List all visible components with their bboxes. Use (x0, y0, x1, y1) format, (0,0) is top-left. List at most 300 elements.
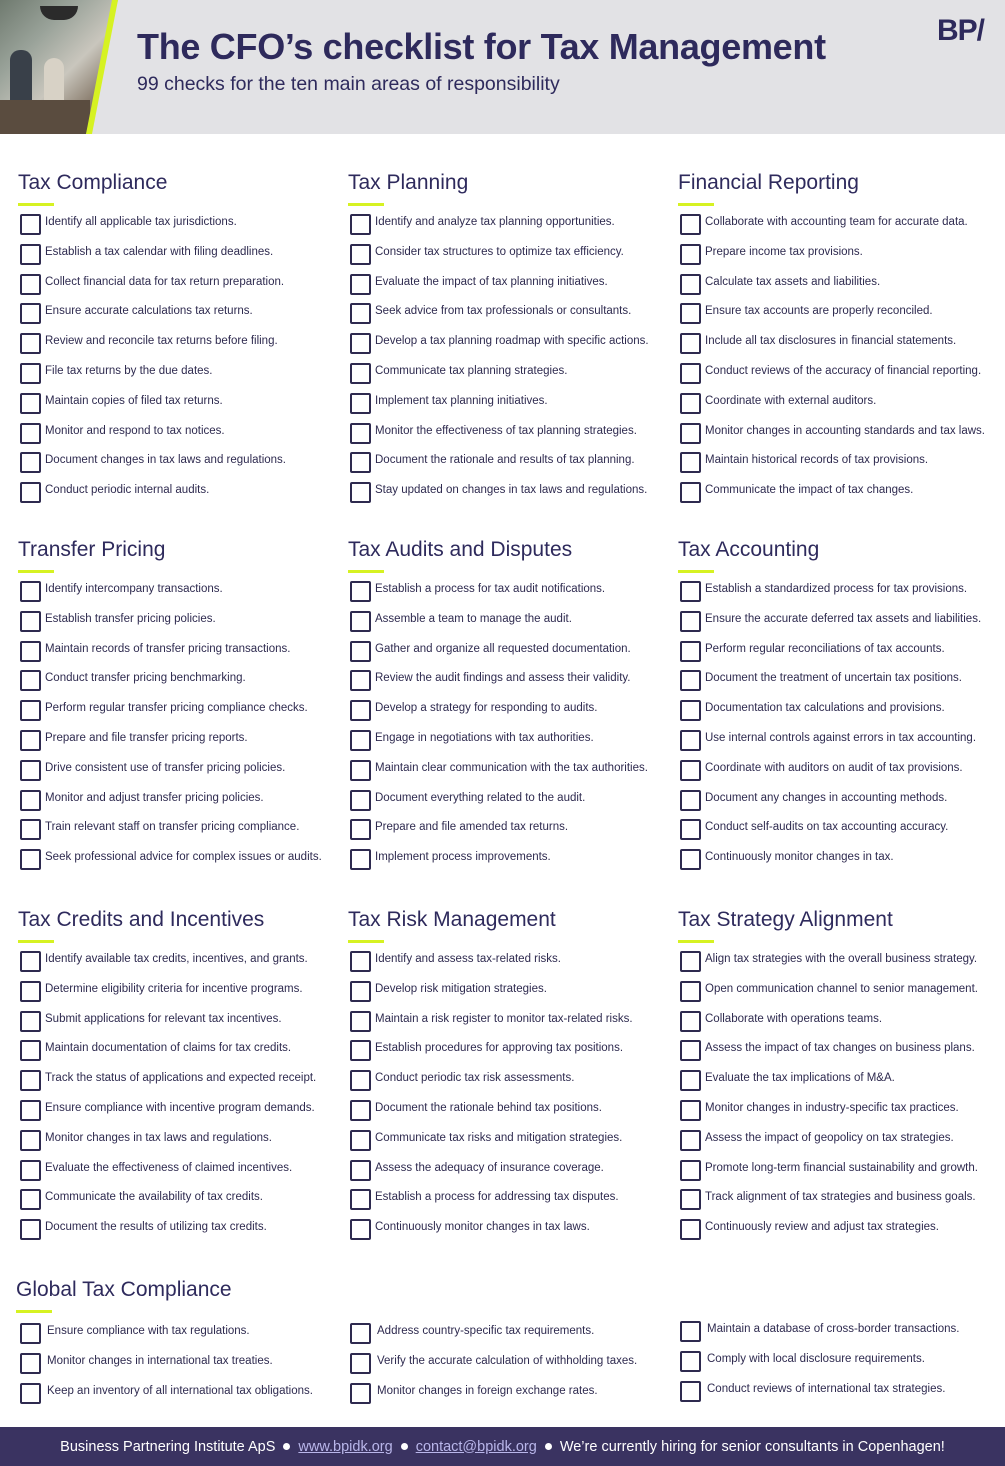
checklist-item-label: Document changes in tax laws and regulations. (45, 454, 287, 467)
checkbox[interactable] (20, 700, 41, 721)
checklist-item[interactable] (678, 641, 1005, 663)
checklist-item-label: Monitor changes in accounting standards and tax laws. (705, 424, 985, 437)
checklist-item-label: Establish a tax calendar with filing deadlines. (45, 245, 274, 258)
bullet-dot (545, 1443, 552, 1450)
checklist-item[interactable] (18, 700, 348, 722)
checklist-item[interactable] (18, 1323, 348, 1345)
checkbox[interactable] (20, 760, 41, 781)
checklist-item-label: Perform regular transfer pricing compliance checks. (45, 702, 308, 715)
checklist-section (18, 537, 348, 864)
checklist-item-label: Document the treatment of uncertain tax positions. (705, 672, 962, 685)
checklist-item-label: Assess the impact of geopolicy on tax strategies. (705, 1131, 954, 1144)
checkbox[interactable] (20, 981, 41, 1002)
checklist-item-label: Maintain historical records of tax provisions. (705, 454, 929, 467)
checklist-item[interactable] (18, 1219, 348, 1241)
checkbox[interactable] (680, 1189, 701, 1210)
checkbox[interactable] (20, 581, 41, 602)
checklist-item[interactable] (18, 1100, 348, 1122)
checklist-item[interactable] (678, 1189, 1005, 1211)
checklist-section (348, 170, 678, 497)
checklist-item[interactable] (18, 1353, 348, 1375)
checklist-item[interactable] (18, 611, 348, 633)
checklist-item[interactable] (18, 581, 348, 603)
checkbox[interactable] (20, 423, 41, 444)
checklist-item-label: Identify and assess tax-related risks. (375, 953, 561, 965)
checklist-item[interactable] (678, 611, 1005, 633)
checklist-item[interactable] (678, 452, 1005, 474)
checkbox[interactable] (350, 333, 371, 354)
checkbox[interactable] (350, 423, 371, 444)
checkbox[interactable] (20, 1323, 41, 1344)
checkbox[interactable] (350, 1353, 371, 1374)
checklist-item[interactable] (18, 363, 348, 385)
checklist-item-label: Seek professional advice for complex issues or audits. (45, 851, 322, 864)
checklist-item[interactable] (678, 1351, 1005, 1373)
checkbox[interactable] (20, 1070, 41, 1091)
checkbox[interactable] (20, 244, 41, 265)
checklist-item-label: Ensure tax accounts are properly reconciled. (705, 305, 933, 318)
checklist-item-label: Assess the adequacy of insurance coverage. (375, 1161, 604, 1174)
checklist-item[interactable] (348, 981, 678, 1003)
checklist-item[interactable] (678, 790, 1005, 812)
checklist-item-label: Ensure compliance with tax regulations. (47, 1325, 250, 1337)
checklist-item-label: Include all tax disclosures in financial statements. (705, 335, 957, 348)
checklist-item[interactable] (348, 303, 678, 325)
checklist-item-label: Comply with local disclosure requirements. (707, 1353, 925, 1365)
checklist-item-label: Collaborate with accounting team for accurate data. (705, 216, 968, 228)
checklist-item[interactable] (18, 393, 348, 415)
checkbox[interactable] (350, 452, 371, 473)
checklist-item[interactable] (678, 1321, 1005, 1343)
checkbox[interactable] (20, 1383, 41, 1404)
checklist-item[interactable] (678, 1100, 1005, 1122)
checkbox[interactable] (20, 1160, 41, 1181)
checklist-item[interactable] (348, 611, 678, 633)
checklist-item[interactable] (18, 1160, 348, 1182)
checklist-item-label: Identify intercompany transactions. (45, 583, 223, 595)
checklist-item[interactable] (348, 393, 678, 415)
checklist-item[interactable] (348, 423, 678, 445)
checklist-item[interactable] (18, 951, 348, 973)
checklist-item-label: Continuously monitor changes in tax laws. (375, 1221, 590, 1234)
checkbox[interactable] (680, 611, 701, 632)
checklist-item-label: Conduct reviews of international tax strategies. (707, 1383, 946, 1395)
checklist-item[interactable] (348, 1323, 678, 1345)
checkbox[interactable] (680, 393, 701, 414)
checklist-item[interactable] (348, 670, 678, 692)
checklist-item[interactable] (18, 641, 348, 663)
checklist-item[interactable] (678, 423, 1005, 445)
checkbox[interactable] (350, 790, 371, 811)
checklist-item[interactable] (348, 819, 678, 841)
checklist-item-label: Conduct transfer pricing benchmarking. (45, 672, 246, 685)
checkbox[interactable] (350, 760, 371, 781)
checkbox[interactable] (20, 1219, 41, 1240)
checkbox[interactable] (680, 1219, 701, 1240)
checkbox[interactable] (350, 1323, 371, 1344)
checkbox[interactable] (680, 1011, 701, 1032)
checkbox[interactable] (680, 274, 701, 295)
checklist-item-label: Maintain copies of filed tax returns. (45, 394, 223, 407)
checklist-item[interactable] (348, 1189, 678, 1211)
checkbox[interactable] (20, 333, 41, 354)
checklist-item[interactable] (678, 1011, 1005, 1033)
checklist-item[interactable] (348, 1160, 678, 1182)
checklist-item[interactable] (678, 303, 1005, 325)
checklist-item-label: Determine eligibility criteria for incentive programs. (45, 982, 303, 995)
checkbox[interactable] (350, 641, 371, 662)
checklist-item-label: Communicate tax risks and mitigation strategies. (375, 1131, 623, 1144)
checkbox[interactable] (20, 819, 41, 840)
checklist-item-label: Monitor the effectiveness of tax planning strategies. (375, 424, 637, 437)
checklist-item-label: Track alignment of tax strategies and business goals. (705, 1191, 976, 1204)
checklist-item[interactable] (678, 730, 1005, 752)
section-title: Tax Strategy Alignment (678, 908, 893, 931)
checklist-item[interactable] (348, 951, 678, 973)
checkbox[interactable] (350, 951, 371, 972)
checkbox[interactable] (350, 581, 371, 602)
checklist-item[interactable] (18, 849, 348, 871)
checklist-item[interactable] (348, 760, 678, 782)
checkbox[interactable] (350, 244, 371, 265)
checklist-section (678, 537, 1005, 864)
checklist-item[interactable] (678, 1130, 1005, 1152)
checkbox[interactable] (680, 849, 701, 870)
checklist-item[interactable] (678, 700, 1005, 722)
checkbox[interactable] (350, 1100, 371, 1121)
checkbox[interactable] (680, 951, 701, 972)
checkbox[interactable] (680, 581, 701, 602)
checklist-item[interactable] (348, 1070, 678, 1092)
checklist-item[interactable] (678, 482, 1005, 504)
section-underline (348, 203, 384, 206)
checklist-item[interactable] (678, 274, 1005, 296)
website-link[interactable]: www.bpidk.org (298, 1438, 393, 1455)
checklist-item-label: Perform regular reconciliations of tax accounts. (705, 642, 945, 655)
checkbox[interactable] (20, 730, 41, 751)
checklist-item[interactable] (678, 393, 1005, 415)
checklist-item[interactable] (678, 670, 1005, 692)
checklist-item-label: Consider tax structures to optimize tax efficiency. (375, 245, 624, 258)
checkbox[interactable] (680, 1160, 701, 1181)
checklist-item-label: Maintain a risk register to monitor tax-related risks. (375, 1012, 633, 1025)
checklist-item[interactable] (678, 1219, 1005, 1241)
checkbox[interactable] (350, 611, 371, 632)
checklist-item-label: Establish transfer pricing policies. (45, 612, 216, 625)
checklist-item-label: Collaborate with operations teams. (705, 1012, 883, 1025)
checkbox[interactable] (350, 482, 371, 503)
checklist-item[interactable] (348, 1040, 678, 1062)
checklist-item-label: Prepare and file transfer pricing reports. (45, 732, 248, 744)
checklist-item-label: Align tax strategies with the overall business strategy. (705, 953, 978, 965)
checklist-item[interactable] (18, 1130, 348, 1152)
checklist-item[interactable] (18, 730, 348, 752)
checklist-item-label: Monitor changes in international tax treaties. (47, 1355, 273, 1367)
checklist-item-label: Assess the impact of tax changes on business plans. (705, 1042, 975, 1055)
footer (0, 1427, 1005, 1466)
checklist-item-label: Review the audit findings and assess their validity. (375, 672, 631, 685)
checklist-item[interactable] (678, 819, 1005, 841)
checklist-item-label: Monitor changes in foreign exchange rates. (377, 1385, 598, 1397)
checklist-item[interactable] (18, 670, 348, 692)
checkbox[interactable] (680, 670, 701, 691)
checklist-item-label: Prepare and file amended tax returns. (375, 821, 569, 834)
checkbox[interactable] (20, 790, 41, 811)
checkbox[interactable] (20, 274, 41, 295)
footer-company: Business Partnering Institute ApS (60, 1438, 276, 1455)
checklist-item[interactable] (348, 452, 678, 474)
checkbox[interactable] (20, 1353, 41, 1374)
checklist-item[interactable] (18, 790, 348, 812)
section-underline (678, 940, 714, 943)
checklist-item[interactable] (678, 1040, 1005, 1062)
checklist-item[interactable] (18, 1189, 348, 1211)
checklist-item[interactable] (18, 482, 348, 504)
checklist-item-label: Submit applications for relevant tax incentives. (45, 1012, 282, 1025)
section-title: Tax Audits and Disputes (348, 538, 573, 561)
checklist-item[interactable] (678, 981, 1005, 1003)
checklist-item[interactable] (678, 214, 1005, 236)
section-underline (348, 570, 384, 573)
checklist-item[interactable] (348, 1219, 678, 1241)
checkbox[interactable] (350, 819, 371, 840)
checkbox[interactable] (20, 611, 41, 632)
checklist-item[interactable] (348, 333, 678, 355)
checkbox[interactable] (20, 1130, 41, 1151)
checkbox[interactable] (680, 1321, 701, 1342)
checkbox[interactable] (20, 1040, 41, 1061)
checkbox[interactable] (20, 452, 41, 473)
checkbox[interactable] (680, 333, 701, 354)
checkbox[interactable] (350, 274, 371, 295)
checklist-item-label: Conduct periodic internal audits. (45, 484, 210, 497)
checklist-item[interactable] (18, 819, 348, 841)
checklist-item-label: Maintain clear communication with the tax authorities. (375, 761, 648, 774)
section-title: Tax Risk Management (348, 908, 556, 931)
checklist-item-label: Communicate the availability of tax credits. (45, 1191, 263, 1204)
section-underline (18, 203, 54, 206)
section-underline (348, 940, 384, 943)
checkbox[interactable] (350, 1130, 371, 1151)
checkbox[interactable] (350, 730, 371, 751)
section-underline (678, 570, 714, 573)
checklist-item-label: Identify all applicable tax jurisdictions. (45, 216, 237, 228)
checklist-item-label: Review and reconcile tax returns before filing. (45, 335, 278, 348)
checklist-item[interactable] (348, 244, 678, 266)
checkbox[interactable] (20, 951, 41, 972)
checklist-item[interactable] (678, 363, 1005, 385)
checkbox[interactable] (680, 452, 701, 473)
checkbox[interactable] (20, 1011, 41, 1032)
checklist-item[interactable] (348, 214, 678, 236)
checkbox[interactable] (680, 819, 701, 840)
checklist-item-label: Implement tax planning initiatives. (375, 394, 548, 407)
checklist-section (348, 907, 678, 1234)
checklist-item[interactable] (678, 849, 1005, 871)
checkbox[interactable] (350, 393, 371, 414)
checklist-item-label: Establish procedures for approving tax positions. (375, 1042, 624, 1055)
checklist-item-label: Promote long-term financial sustainability and growth. (705, 1161, 978, 1174)
checklist-item[interactable] (678, 1160, 1005, 1182)
checkbox[interactable] (680, 482, 701, 503)
checkbox[interactable] (680, 700, 701, 721)
checkbox[interactable] (20, 363, 41, 384)
checklist-item-label: Evaluate the impact of tax planning initiatives. (375, 275, 608, 288)
checklist-item[interactable] (678, 333, 1005, 355)
checklist-item[interactable] (348, 482, 678, 504)
checkbox[interactable] (680, 423, 701, 444)
bpi-logo: BP/ (937, 14, 985, 47)
checklist-item[interactable] (18, 423, 348, 445)
checklist-item-label: Develop a tax planning roadmap with specific actions. (375, 335, 649, 348)
checklist-item-label: Monitor and respond to tax notices. (45, 424, 225, 437)
section-title: Tax Accounting (678, 538, 820, 561)
checklist-item-label: Ensure compliance with incentive program demands. (45, 1102, 315, 1114)
checkbox[interactable] (20, 641, 41, 662)
section-underline (18, 570, 54, 573)
section-title: Tax Compliance (18, 171, 168, 194)
checklist-item[interactable] (678, 760, 1005, 782)
checkbox[interactable] (350, 1011, 371, 1032)
checkbox[interactable] (350, 1040, 371, 1061)
checklist-item-label: Establish a process for tax audit notifications. (375, 583, 606, 595)
checklist-item-label: Document the rationale and results of tax planning. (375, 454, 635, 467)
checklist-item[interactable] (18, 274, 348, 296)
checklist-section (678, 907, 1005, 1234)
checkbox[interactable] (350, 670, 371, 691)
checkbox[interactable] (350, 363, 371, 384)
checklist-item-label: Conduct periodic tax risk assessments. (375, 1072, 575, 1085)
checklist-item[interactable] (348, 363, 678, 385)
checklist-item[interactable] (18, 1383, 348, 1405)
checkbox[interactable] (350, 849, 371, 870)
checklist-item[interactable] (348, 849, 678, 871)
checklist-item-label: Prepare income tax provisions. (705, 245, 863, 258)
checkbox[interactable] (680, 244, 701, 265)
checklist-item[interactable] (18, 1011, 348, 1033)
section-global-tax-compliance (16, 1277, 346, 1313)
checkbox[interactable] (350, 1160, 371, 1181)
checklist-item[interactable] (18, 1070, 348, 1092)
checklist-item-label: Conduct reviews of the accuracy of financial reporting. (705, 365, 982, 377)
checklist-item[interactable] (678, 581, 1005, 603)
footer-hiring: We’re currently hiring for senior consultants in Copenhagen! (559, 1438, 945, 1455)
checklist-item-label: Document the results of utilizing tax credits. (45, 1221, 267, 1234)
checkbox[interactable] (350, 1383, 371, 1404)
checkbox[interactable] (350, 303, 371, 324)
checklist-item[interactable] (348, 1100, 678, 1122)
checklist-item-label: Stay updated on changes in tax laws and regulations. (375, 484, 648, 497)
checklist-item-label: Document any changes in accounting methods. (705, 791, 948, 804)
checklist-item[interactable] (678, 1070, 1005, 1092)
section-underline (16, 1310, 52, 1313)
checkbox[interactable] (680, 730, 701, 751)
checkbox[interactable] (680, 790, 701, 811)
checklist-item[interactable] (348, 1383, 678, 1405)
email-link[interactable]: contact@bpidk.org (415, 1438, 537, 1455)
checklist-item[interactable] (348, 1011, 678, 1033)
checkbox[interactable] (20, 1189, 41, 1210)
checkbox[interactable] (680, 1100, 701, 1121)
checklist-item-label: Keep an inventory of all international tax obligations. (47, 1385, 313, 1397)
checklist-item-label: Monitor changes in industry-specific tax practices. (705, 1102, 959, 1114)
checklist-item[interactable] (678, 244, 1005, 266)
checklist-item[interactable] (348, 730, 678, 752)
checkbox[interactable] (680, 641, 701, 662)
checklist-item[interactable] (348, 790, 678, 812)
checklist-item-label: Monitor changes in tax laws and regulations. (45, 1131, 272, 1144)
checklist-item-label: Establish a process for addressing tax disputes. (375, 1191, 619, 1204)
checkbox[interactable] (350, 981, 371, 1002)
checkbox[interactable] (680, 981, 701, 1002)
checklist-item-label: Communicate tax planning strategies. (375, 365, 568, 377)
section-title: Tax Planning (348, 171, 469, 194)
checkbox[interactable] (680, 1381, 701, 1402)
checkbox[interactable] (350, 1070, 371, 1091)
checklist-item[interactable] (348, 274, 678, 296)
checklist-item[interactable] (18, 1040, 348, 1062)
checklist-item[interactable] (348, 581, 678, 603)
checklist-item[interactable] (678, 1381, 1005, 1403)
checkbox[interactable] (680, 303, 701, 324)
checkbox[interactable] (20, 214, 41, 235)
checklist-item[interactable] (18, 303, 348, 325)
checklist-item[interactable] (18, 452, 348, 474)
checkbox[interactable] (20, 1100, 41, 1121)
checklist-item[interactable] (348, 1353, 678, 1375)
checklist-item-label: Drive consistent use of transfer pricing policies. (45, 761, 286, 774)
checklist-item-label: Maintain a database of cross-border transactions. (707, 1323, 960, 1335)
checklist-item-label: Coordinate with external auditors. (705, 394, 877, 407)
checklist-item[interactable] (18, 244, 348, 266)
checkbox[interactable] (680, 1130, 701, 1151)
page-subtitle: 99 checks for the ten main areas of responsibility (137, 73, 560, 95)
checklist-item-label: Track the status of applications and expected receipt. (45, 1072, 317, 1085)
checkbox[interactable] (680, 1040, 701, 1061)
section-title: Transfer Pricing (18, 538, 166, 561)
checkbox[interactable] (680, 760, 701, 781)
checklist-item-label: Evaluate the tax implications of M&A. (705, 1072, 895, 1085)
checklist-item[interactable] (18, 214, 348, 236)
checkbox[interactable] (20, 393, 41, 414)
checklist-item[interactable] (678, 951, 1005, 973)
checkbox[interactable] (350, 1189, 371, 1210)
bullet-dot (283, 1443, 290, 1450)
section-underline (18, 940, 54, 943)
checklist-item[interactable] (18, 981, 348, 1003)
checkbox[interactable] (350, 700, 371, 721)
checkbox[interactable] (680, 1351, 701, 1372)
checkbox[interactable] (350, 214, 371, 235)
checklist-item[interactable] (348, 641, 678, 663)
checklist-item[interactable] (18, 333, 348, 355)
checkbox[interactable] (680, 1070, 701, 1091)
checkbox[interactable] (20, 303, 41, 324)
checklist-section (348, 537, 678, 864)
checklist-item[interactable] (348, 1130, 678, 1152)
checklist-item-label: Develop a strategy for responding to audits. (375, 702, 598, 715)
checkbox[interactable] (680, 363, 701, 384)
checklist-item[interactable] (348, 700, 678, 722)
checkbox[interactable] (350, 1219, 371, 1240)
checklist-item-label: Collect financial data for tax return preparation. (45, 275, 285, 288)
checkbox[interactable] (680, 214, 701, 235)
checkbox[interactable] (20, 482, 41, 503)
checkbox[interactable] (20, 670, 41, 691)
checkbox[interactable] (20, 849, 41, 870)
checklist-item[interactable] (18, 760, 348, 782)
checklist-item-label: Assemble a team to manage the audit. (375, 612, 572, 625)
